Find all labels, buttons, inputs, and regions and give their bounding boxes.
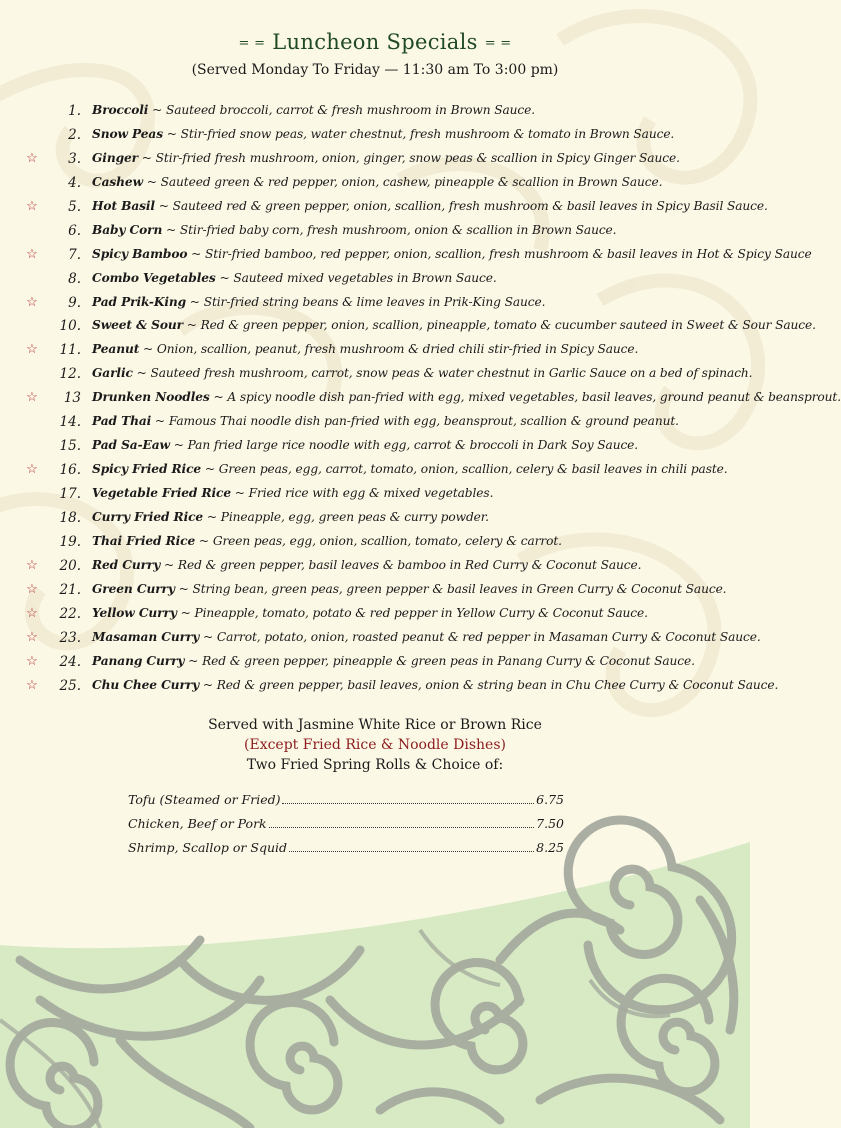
menu-item bbox=[0, 340, 750, 364]
price-value: 6.75 bbox=[536, 792, 564, 807]
item-name: Drunken Noodles bbox=[92, 390, 210, 405]
item-text bbox=[92, 103, 535, 117]
menu-item bbox=[0, 221, 750, 245]
price-row bbox=[128, 840, 564, 864]
item-description: ~ String bean, green peas, green pepper & basil leaves in Green Curry & Coconut Sauce. bbox=[174, 581, 727, 596]
item-description: ~ Green peas, egg, onion, scallion, tomato, celery & carrot. bbox=[195, 533, 562, 548]
item-text bbox=[92, 678, 778, 692]
item-text bbox=[92, 318, 816, 332]
price-value: 7.50 bbox=[536, 816, 564, 831]
item-description: ~ Famous Thai noodle dish pan-fried with egg, beansprout, scallion & ground peanut. bbox=[151, 414, 679, 429]
item-description: ~ Sauteed red & green pepper, onion, scallion, fresh mushroom & basil leaves in Spicy Basil Sauce. bbox=[154, 198, 768, 213]
item-description: ~ Green peas, egg, carrot, tomato, onion, scallion, celery & basil leaves in chili paste. bbox=[201, 462, 728, 477]
item-name: Panang Curry bbox=[92, 653, 185, 668]
item-description: ~ Onion, scallion, peanut, fresh mushroom & dried chili stir-fried in Spicy Sauce. bbox=[139, 342, 639, 357]
item-name: Vegetable Fried Rice bbox=[92, 486, 231, 500]
item-number: 5. bbox=[68, 198, 81, 215]
item-number: 23. bbox=[59, 629, 81, 646]
item-description: ~ Stir-fried string beans & lime leaves in Prik-King Sauce. bbox=[186, 294, 546, 309]
item-name: Green Curry bbox=[92, 581, 175, 596]
menu-item bbox=[0, 197, 768, 221]
item-name: Peanut bbox=[92, 342, 140, 357]
spicy-star-icon: ☆ bbox=[26, 342, 38, 358]
item-description: ~ Red & green pepper, onion, scallion, pineapple, tomato & cucumber sauteed in Sweet & Sour Sauce. bbox=[182, 318, 816, 333]
item-name: Yellow Curry bbox=[92, 605, 177, 620]
item-name: Pad Thai bbox=[92, 414, 152, 429]
item-description: ~ Sauteed fresh mushroom, carrot, snow peas & water chestnut in Garlic Sauce on a bed of spinach. bbox=[132, 366, 753, 381]
item-description: ~ Sauteed broccoli, carrot & fresh mushroom in Brown Sauce. bbox=[148, 103, 536, 117]
item-text bbox=[92, 606, 648, 620]
item-description: ~ Pineapple, egg, green peas & curry powder. bbox=[203, 509, 489, 524]
item-description: ~ Sauteed green & red pepper, onion, cashew, pineapple & scallion in Brown Sauce. bbox=[142, 174, 663, 189]
spicy-star-icon: ☆ bbox=[26, 198, 38, 214]
item-number: 3. bbox=[68, 150, 81, 167]
item-description: ~ Sauteed mixed vegetables in Brown Sauce. bbox=[215, 270, 497, 285]
item-description: ~ Red & green pepper, basil leaves, onion & string bean in Chu Chee Curry & Coconut Sauce. bbox=[199, 677, 779, 692]
menu-item bbox=[0, 628, 761, 652]
item-text bbox=[92, 390, 841, 404]
item-name: Hot Basil bbox=[92, 198, 155, 213]
item-description: ~ Stir-fried bamboo, red pepper, onion, scallion, fresh mushroom & basil leaves in Hot & Spicy Sauce bbox=[187, 246, 812, 261]
title-ornament-left: = = bbox=[238, 36, 266, 51]
served-with-note bbox=[0, 715, 750, 775]
item-text bbox=[92, 295, 545, 309]
item-text bbox=[92, 342, 638, 356]
menu-item bbox=[0, 149, 750, 173]
item-description: ~ Red & green pepper, basil leaves & bamboo in Red Curry & Coconut Sauce. bbox=[160, 557, 642, 572]
item-number: 22. bbox=[59, 605, 81, 622]
spicy-star-icon: ☆ bbox=[26, 294, 38, 310]
served-exception: (Except Fried Rice & Noodle Dishes) bbox=[244, 737, 506, 753]
item-text bbox=[92, 271, 497, 285]
item-number: 7. bbox=[68, 246, 81, 263]
serving-hours: (Served Monday To Friday — 11:30 am To 3:00 pm) bbox=[191, 62, 559, 78]
item-number: 9. bbox=[68, 294, 81, 311]
item-text bbox=[92, 630, 761, 644]
item-name: Sweet & Sour bbox=[92, 318, 183, 333]
item-text bbox=[92, 462, 728, 476]
menu-item bbox=[0, 580, 750, 604]
item-name: Combo Vegetables bbox=[92, 270, 216, 285]
item-name: Spicy Fried Rice bbox=[92, 462, 202, 477]
spicy-star-icon: ☆ bbox=[26, 150, 38, 166]
menu-item bbox=[0, 652, 750, 676]
title-text: Luncheon Specials bbox=[272, 30, 478, 54]
item-text bbox=[92, 534, 562, 548]
item-description: ~ Stir-fried fresh mushroom, onion, ginger, snow peas & scallion in Spicy Ginger Sauce. bbox=[138, 150, 680, 165]
item-number: 8. bbox=[68, 270, 81, 287]
price-list bbox=[128, 792, 564, 864]
price-value: 8.25 bbox=[536, 840, 564, 855]
menu-item bbox=[0, 388, 841, 412]
item-description: ~ Fried rice with egg & mixed vegetables. bbox=[230, 486, 494, 500]
item-text bbox=[92, 558, 641, 572]
spicy-star-icon: ☆ bbox=[26, 653, 38, 669]
title-ornament-right: = = bbox=[484, 36, 512, 51]
dot-leader bbox=[289, 851, 534, 852]
item-text bbox=[92, 127, 674, 141]
item-number: 4. bbox=[68, 174, 81, 191]
menu-item bbox=[0, 436, 750, 460]
item-number: 15. bbox=[59, 438, 81, 455]
item-name: Ginger bbox=[92, 150, 138, 165]
item-text bbox=[92, 438, 638, 452]
item-description: ~ Stir-fried baby corn, fresh mushroom, onion & scallion in Brown Sauce. bbox=[162, 222, 617, 237]
item-number: 13 bbox=[63, 390, 81, 407]
menu-item bbox=[0, 269, 750, 293]
item-name: Baby Corn bbox=[92, 222, 163, 237]
spicy-star-icon: ☆ bbox=[26, 581, 38, 597]
served-line-1: Served with Jasmine White Rice or Brown Rice bbox=[208, 717, 542, 733]
dot-leader bbox=[269, 827, 535, 828]
menu-item bbox=[0, 412, 750, 436]
price-label: Tofu (Steamed or Fried) bbox=[128, 792, 281, 807]
item-number: 25. bbox=[59, 677, 81, 694]
item-number: 16. bbox=[59, 462, 81, 479]
spicy-star-icon: ☆ bbox=[26, 629, 38, 645]
menu-item bbox=[0, 460, 750, 484]
item-number: 14. bbox=[59, 414, 81, 431]
item-name: Snow Peas bbox=[92, 126, 163, 141]
item-name: Curry Fried Rice bbox=[92, 509, 204, 524]
spicy-star-icon: ☆ bbox=[26, 246, 38, 262]
price-row bbox=[128, 816, 564, 840]
item-text bbox=[92, 175, 662, 189]
item-description: ~ Pan fried large rice noodle with egg, carrot & broccoli in Dark Soy Sauce. bbox=[169, 438, 639, 453]
item-name: Pad Prik-King bbox=[92, 294, 187, 309]
item-number: 11. bbox=[59, 342, 81, 359]
item-name: Chu Chee Curry bbox=[92, 677, 200, 692]
item-text bbox=[92, 582, 726, 596]
item-number: 2. bbox=[68, 126, 81, 143]
page-title bbox=[0, 30, 750, 54]
item-description: ~ Red & green pepper, pineapple & green peas in Panang Curry & Coconut Sauce. bbox=[184, 653, 695, 668]
item-number: 10. bbox=[59, 318, 81, 335]
menu-item bbox=[0, 125, 750, 149]
spicy-star-icon: ☆ bbox=[26, 677, 38, 693]
item-number: 18. bbox=[59, 509, 81, 526]
item-name: Red Curry bbox=[92, 557, 161, 572]
item-number: 19. bbox=[59, 533, 81, 550]
spicy-star-icon: ☆ bbox=[26, 390, 38, 406]
item-text bbox=[92, 510, 489, 524]
price-label: Chicken, Beef or Pork bbox=[128, 816, 267, 831]
item-name: Thai Fried Rice bbox=[92, 533, 196, 548]
item-number: 21. bbox=[59, 581, 81, 598]
item-name: Broccoli bbox=[92, 103, 149, 117]
item-text bbox=[92, 486, 493, 500]
item-description: ~ A spicy noodle dish pan-fried with egg, mixed vegetables, basil leaves, ground peanut & beansprout. bbox=[209, 390, 841, 405]
item-text bbox=[92, 199, 768, 213]
spicy-star-icon: ☆ bbox=[26, 462, 38, 478]
item-text bbox=[92, 247, 812, 261]
price-label: Shrimp, Scallop or Squid bbox=[128, 840, 287, 855]
menu-item bbox=[0, 532, 750, 556]
item-number: 24. bbox=[59, 653, 81, 670]
item-number: 12. bbox=[59, 366, 81, 383]
item-description: ~ Pineapple, tomato, potato & red pepper in Yellow Curry & Coconut Sauce. bbox=[176, 605, 648, 620]
menu-item bbox=[0, 245, 812, 269]
item-description: ~ Carrot, potato, onion, roasted peanut & red pepper in Masaman Curry & Coconut Sauce. bbox=[199, 629, 761, 644]
spicy-star-icon: ☆ bbox=[26, 605, 38, 621]
item-name: Pad Sa-Eaw bbox=[92, 438, 170, 453]
menu-item bbox=[0, 364, 753, 388]
item-text bbox=[92, 414, 679, 428]
price-row bbox=[128, 792, 564, 816]
item-name: Garlic bbox=[92, 366, 133, 381]
dot-leader bbox=[282, 803, 534, 804]
menu-item bbox=[0, 316, 816, 340]
menu-list bbox=[0, 101, 841, 699]
item-number: 20. bbox=[59, 557, 81, 574]
menu-item bbox=[0, 173, 750, 197]
menu-item bbox=[0, 508, 750, 532]
menu-item bbox=[0, 604, 750, 628]
item-text bbox=[92, 366, 752, 380]
spicy-star-icon: ☆ bbox=[26, 557, 38, 573]
item-number: 6. bbox=[68, 222, 81, 239]
menu-item bbox=[0, 556, 750, 580]
item-text bbox=[92, 654, 695, 668]
served-line-3: Two Fried Spring Rolls & Choice of: bbox=[246, 757, 504, 773]
menu-item bbox=[0, 101, 750, 125]
menu-item bbox=[0, 293, 750, 317]
item-text bbox=[92, 151, 680, 165]
item-name: Spicy Bamboo bbox=[92, 246, 188, 261]
item-text bbox=[92, 223, 616, 237]
item-description: ~ Stir-fried snow peas, water chestnut, fresh mushroom & tomato in Brown Sauce. bbox=[162, 126, 675, 141]
menu-item bbox=[0, 484, 750, 508]
item-name: Masaman Curry bbox=[92, 629, 200, 644]
menu-item bbox=[0, 676, 779, 700]
item-name: Cashew bbox=[92, 174, 143, 189]
item-number: 1. bbox=[68, 103, 81, 119]
item-number: 17. bbox=[59, 486, 81, 502]
